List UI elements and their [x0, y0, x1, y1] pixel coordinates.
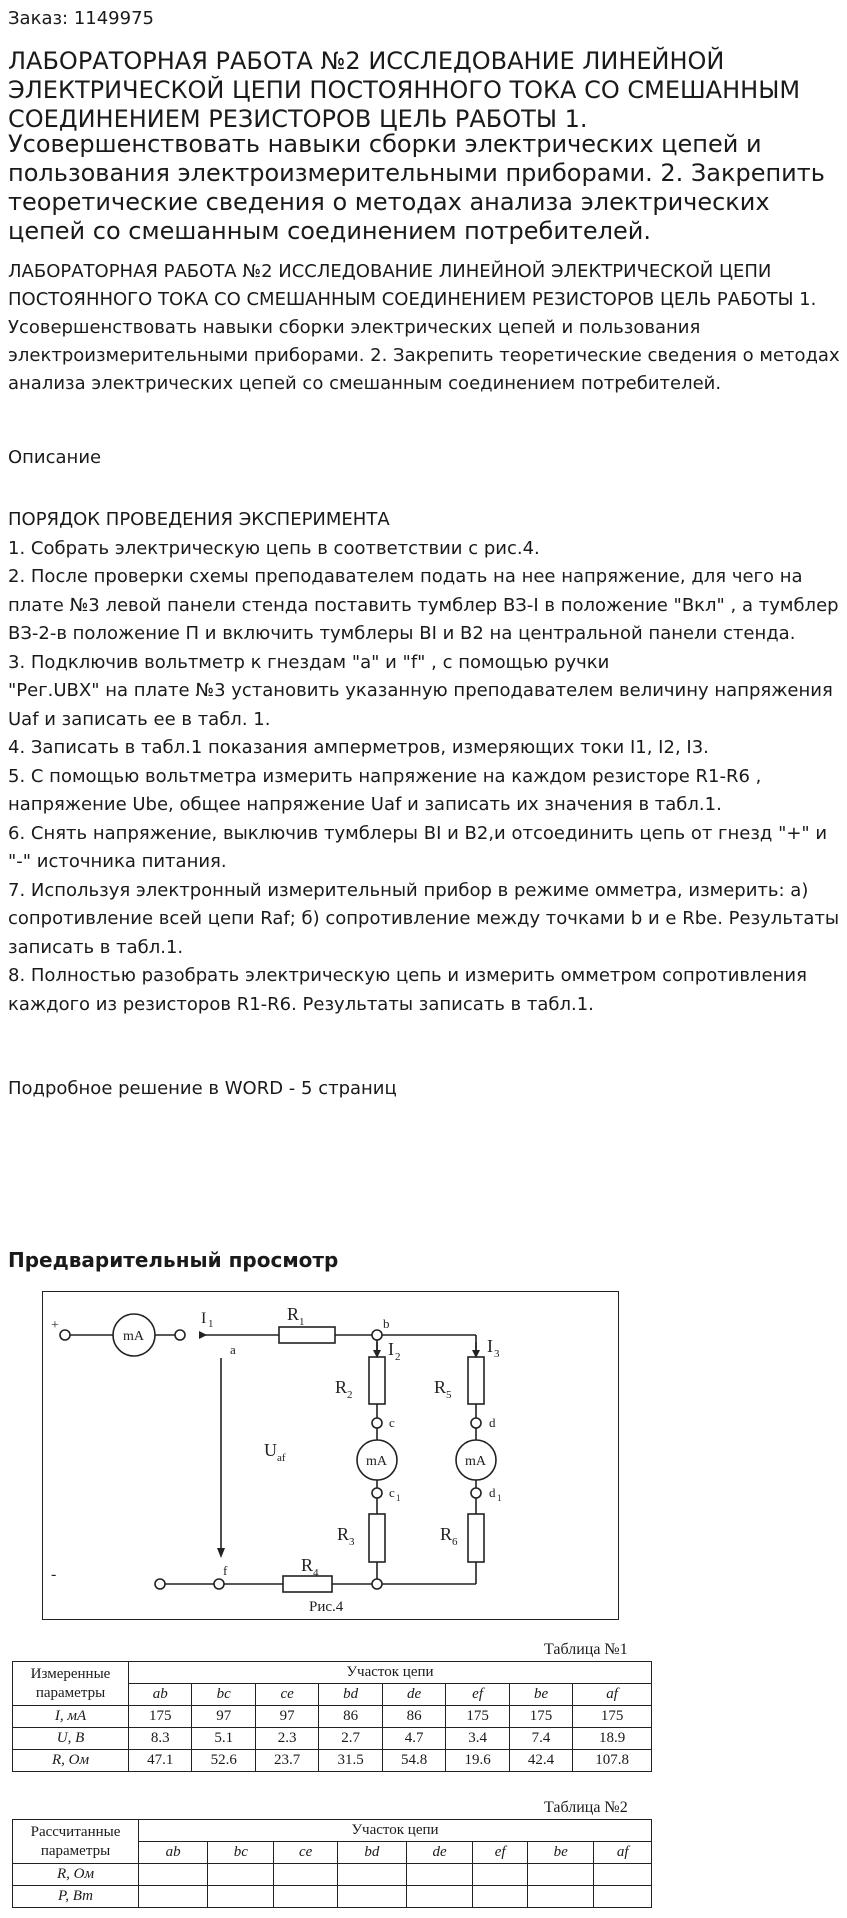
table1-column-header: ce [255, 1684, 318, 1706]
resistor-r4-subscript: 4 [313, 1567, 319, 1579]
node-c-label: c [389, 1415, 395, 1430]
table1-column-header: bd [319, 1684, 382, 1706]
circuit-figure [42, 1291, 619, 1620]
node-d1-label: d [489, 1485, 496, 1500]
table-row [13, 1750, 652, 1772]
table-cell: 97 [192, 1706, 255, 1728]
table-cell: 47.1 [129, 1750, 192, 1772]
procedure-step: 5. С помощью вольтметра измерить напряжение на каждом резисторе R1-R6 , напряжение Ube, общее напряжение Uaf и записать их значения в табл.1. [8, 765, 762, 815]
resistor-r1-subscript: 1 [299, 1316, 305, 1328]
table-cell: 54.8 [382, 1750, 445, 1772]
current-i1-label: I [201, 1310, 207, 1327]
table-row [13, 1886, 652, 1908]
row-label: P, Вт [13, 1886, 139, 1908]
table-row [13, 1706, 652, 1728]
table-cell: 5.1 [192, 1728, 255, 1750]
resistor-r2-label: R [335, 1377, 348, 1397]
resistor-r5-subscript: 5 [446, 1389, 452, 1401]
resistor-r5-label: R [434, 1377, 447, 1397]
table-cell: 8.3 [129, 1728, 192, 1750]
row-label: R, Ом [13, 1750, 129, 1772]
figure-caption: Рис.4 [309, 1599, 344, 1615]
table-cell [473, 1886, 528, 1908]
table1-column-header: bc [192, 1684, 255, 1706]
table-cell: 31.5 [319, 1750, 382, 1772]
table-cell [337, 1886, 406, 1908]
work-description: ЛАБОРАТОРНАЯ РАБОТА №2 ИССЛЕДОВАНИЕ ЛИНЕЙНОЙ ЭЛЕКТРИЧЕСКОЙ ЦЕПИ ПОСТОЯННОГО ТОКА СО СМЕШАННЫМ СОЕДИНЕНИЕМ РЕЗИСТОРОВ ЦЕЛЬ РАБОТЫ 1. Усовершенствовать навыки сборки электрических цепей и пользования электроизмерительными приборами. 2. Закрепить теоретические сведения о методах анализа электрических цепей со смешанным соединением потребителей. [8, 261, 840, 394]
node-d1-subscript: 1 [497, 1493, 502, 1503]
table-cell [528, 1864, 594, 1886]
row-label: R, Ом [13, 1864, 139, 1886]
ammeter-label: mA [465, 1454, 486, 1469]
table2-column-header: ce [274, 1842, 337, 1864]
solution-note: Подробное решение в WORD - 5 страниц [8, 1078, 397, 1099]
table-cell: 4.7 [382, 1728, 445, 1750]
table-cell: 3.4 [446, 1728, 509, 1750]
node-c1-label: c [389, 1485, 395, 1500]
table-cell: 23.7 [255, 1750, 318, 1772]
table-row [13, 1864, 652, 1886]
procedure-step: 2. После проверки схемы преподавателем подать на нее напряжение, для чего на плате №3 левой панели стенда поставить тумблер ВЗ-I в положение "Вкл" , а тумблер ВЗ-2-в положение П и включить тумблеры BI и В2 на центральной панели стенда. [8, 566, 839, 644]
table-cell [406, 1864, 472, 1886]
table-cell: 97 [255, 1706, 318, 1728]
table1-section-header: Участок цепи [129, 1662, 652, 1684]
table2-column-header: ab [139, 1842, 208, 1864]
table2-column-header: ef [473, 1842, 528, 1864]
current-i2-subscript: 2 [395, 1351, 401, 1363]
table-cell [473, 1864, 528, 1886]
procedure-step: 4. Записать в табл.1 показания амперметров, измеряющих токи I1, I2, I3. [8, 737, 709, 758]
node-a-label: a [230, 1342, 236, 1357]
table-cell: 18.9 [573, 1728, 652, 1750]
node-d-label: d [489, 1415, 496, 1430]
ammeter-label: mA [366, 1454, 387, 1469]
table-cell [139, 1864, 208, 1886]
table-cell [208, 1864, 274, 1886]
page-title-continued: Усовершенствовать навыки сборки электрических цепей и пользования электроизмерительными приборами. 2. Закрепить теоретические сведения о методах анализа электрических цепей со смешанным соединением потребителей. [8, 130, 825, 245]
table2-column-header: af [594, 1842, 652, 1864]
table-cell: 175 [509, 1706, 572, 1728]
table-cell [274, 1886, 337, 1908]
table-cell: 175 [129, 1706, 192, 1728]
table1-row-header: Измеренные параметры [13, 1662, 129, 1706]
table-cell: 2.3 [255, 1728, 318, 1750]
ammeter-label: mA [123, 1329, 144, 1344]
table-cell: 2.7 [319, 1728, 382, 1750]
procedure-step: 3. Подключив вольтметр к гнездам "а" и "f" , с помощью ручки [8, 651, 610, 673]
calculations-table [12, 1819, 652, 1908]
procedure-step: "Рег.UBX" на плате №3 установить указанную преподавателем величину напряжения Uaf и записать ее в табл. 1. [8, 680, 833, 730]
table2-column-header: be [528, 1842, 594, 1864]
terminal-minus-label: - [51, 1566, 57, 1583]
table2-column-header: bd [337, 1842, 406, 1864]
table1-column-header: ef [446, 1684, 509, 1706]
procedure-list [8, 506, 843, 1019]
table-cell: 86 [382, 1706, 445, 1728]
table-cell: 42.4 [509, 1750, 572, 1772]
resistor-r3-subscript: 3 [349, 1536, 355, 1548]
table-cell [274, 1864, 337, 1886]
table2-column-header: de [406, 1842, 472, 1864]
node-b-label: b [383, 1316, 390, 1331]
current-i1-subscript: 1 [208, 1318, 214, 1330]
voltage-subscript: af [277, 1452, 286, 1464]
table1-column-header: de [382, 1684, 445, 1706]
table-cell [406, 1886, 472, 1908]
current-i3-subscript: 3 [494, 1348, 500, 1360]
table1-column-header: be [509, 1684, 572, 1706]
procedure-step: 1. Собрать электрическую цепь в соответствии с рис.4. [8, 537, 540, 559]
resistor-r2-subscript: 2 [347, 1389, 353, 1401]
table2-section-header: Участок цепи [139, 1820, 652, 1842]
page-title: ЛАБОРАТОРНАЯ РАБОТА №2 ИССЛЕДОВАНИЕ ЛИНЕЙНОЙ ЭЛЕКТРИЧЕСКОЙ ЦЕПИ ПОСТОЯННОГО ТОКА СО СМЕШАННЫМ СОЕДИНЕНИЕМ РЕЗИСТОРОВ ЦЕЛЬ РАБОТЫ 1. [8, 47, 801, 133]
table-cell [594, 1864, 652, 1886]
resistor-r6-label: R [440, 1524, 453, 1544]
table-cell [594, 1886, 652, 1908]
description-label: Описание [8, 447, 102, 468]
voltage-label: U [264, 1440, 277, 1460]
table-cell: 175 [573, 1706, 652, 1728]
table-cell [528, 1886, 594, 1908]
table-cell: 175 [446, 1706, 509, 1728]
table1-column-header: ab [129, 1684, 192, 1706]
table1-caption: Таблица №1 [544, 1641, 628, 1658]
resistor-r6-subscript: 6 [452, 1536, 458, 1548]
table-cell [139, 1886, 208, 1908]
table-row [13, 1728, 652, 1750]
table-cell: 52.6 [192, 1750, 255, 1772]
terminal-plus-label: + [51, 1318, 59, 1333]
procedure-step: 8. Полностью разобрать электрическую цепь и измерить омметром сопротивления каждого из резисторов R1-R6. Результаты записать в табл.1. [8, 965, 807, 1015]
table-cell: 86 [319, 1706, 382, 1728]
table-cell [208, 1886, 274, 1908]
row-label: I, мА [13, 1706, 129, 1728]
table-cell: 107.8 [573, 1750, 652, 1772]
order-number: Заказ: 1149975 [8, 8, 154, 29]
circuit-diagram [43, 1292, 620, 1621]
table-cell [337, 1864, 406, 1886]
table2-row-header: Рассчитанные параметры [13, 1820, 139, 1864]
table2-column-header: bc [208, 1842, 274, 1864]
table-cell: 19.6 [446, 1750, 509, 1772]
table2-caption: Таблица №2 [544, 1799, 628, 1816]
resistor-r1-label: R [287, 1304, 300, 1324]
procedure-heading: ПОРЯДОК ПРОВЕДЕНИЯ ЭКСПЕРИМЕНТА [8, 509, 390, 530]
procedure-step: 7. Используя электронный измерительный прибор в режиме омметра, измерить: а) сопротивление всей цепи Raf; б) сопротивление между точками b и е Rbe. Результаты записать в табл.1. [8, 879, 840, 958]
preview-heading: Предварительный просмотр [8, 1248, 339, 1272]
row-label: U, В [13, 1728, 129, 1750]
table-cell: 7.4 [509, 1728, 572, 1750]
current-i3-label: I [487, 1336, 493, 1356]
resistor-r3-label: R [337, 1524, 350, 1544]
node-c1-subscript: 1 [396, 1493, 401, 1503]
measurements-table [12, 1661, 652, 1772]
current-i2-label: I [388, 1339, 394, 1359]
procedure-step: 6. Снять напряжение, выключив тумблеры BI и В2,и отсоединить цепь от гнезд "+" и "-" источника питания. [8, 822, 828, 872]
node-f-label: f [223, 1563, 228, 1578]
resistor-r4-label: R [301, 1555, 314, 1575]
table1-column-header: af [573, 1684, 652, 1706]
